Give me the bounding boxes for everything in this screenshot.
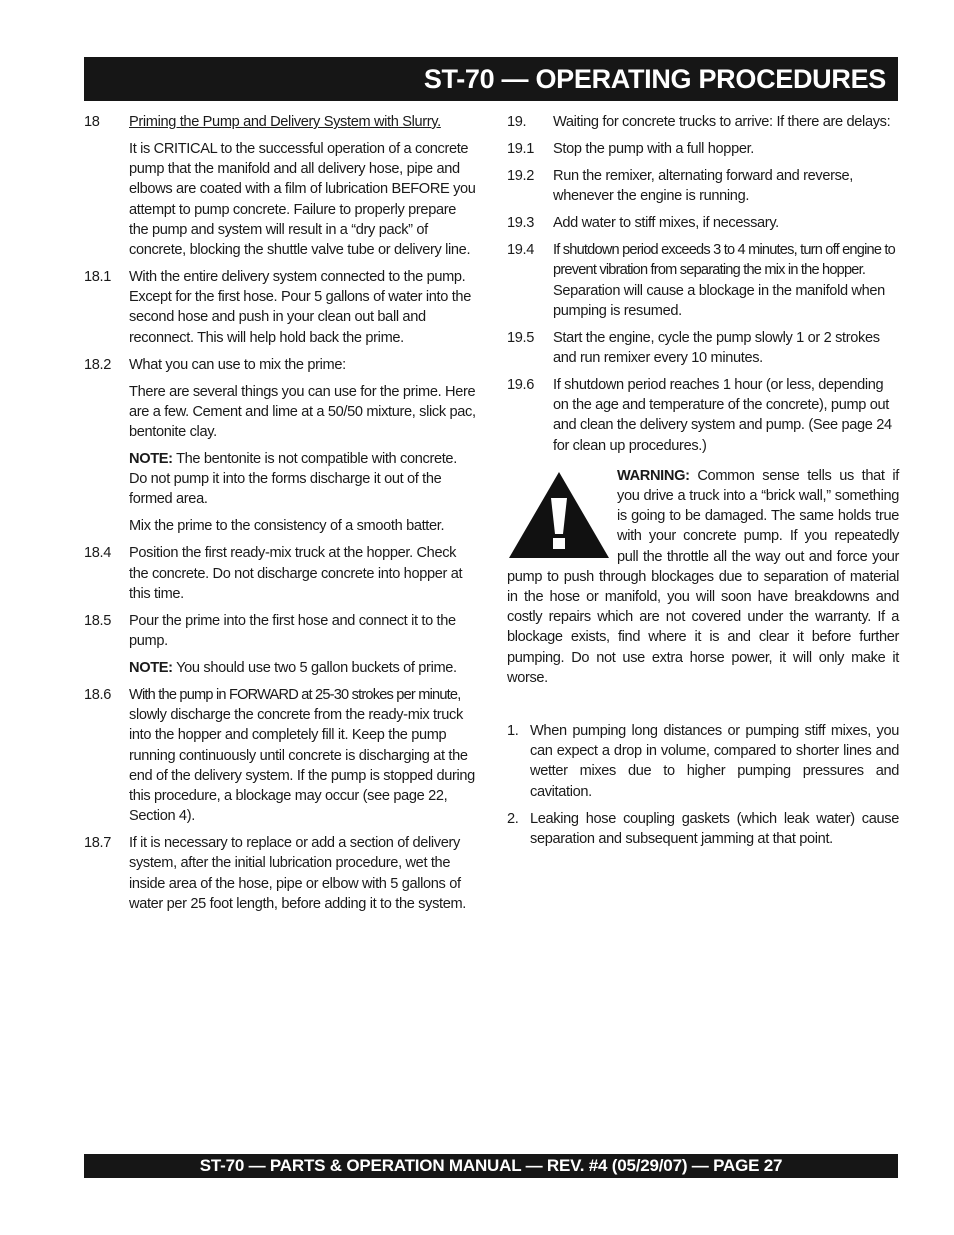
page-title: ST-70 — OPERATING PROCEDURES (84, 57, 898, 101)
step-text-rest: slowly discharge the concrete from the ready-mix truck into the hopper and completely fill it. Keep the pump running continuously until concrete is discharging at the end of the delivery system. If the pump is stopped during this procedure, a blockage may occur (see page 22, Section 4). (129, 707, 475, 825)
step-18-5 (84, 611, 476, 651)
step-number: 18.5 (84, 612, 112, 629)
step-text-condensed: If shutdown period exceeds 3 to 4 minutes, turn off engine to prevent vibration from separating the mix in the hopper. (553, 242, 895, 279)
step-text: If it is necessary to replace or add a section of delivery system, after the initial lubrication procedure, wet the inside area of the hose, pipe or elbow with 5 gallons of water per 25 foot length, before adding it to the system. (129, 835, 466, 912)
step-number: 19.2 (507, 168, 535, 184)
step-18-2 (84, 355, 476, 375)
step-number: 18.7 (84, 835, 112, 852)
step-number: 18.1 (84, 269, 112, 286)
warning-text: Common sense tells us that if you drive a truck into a “brick wall,” something is going to be damaged. The same holds true with your concrete pump. If you repeatedly pull the throttle all the way out and force your pump to push through blockages due to separation of material in the hose or manifold, you will soon have breakdowns and costly repairs which are not covered under the warranty. If a blockage exists, find where it is and clear it before further pumping. Do not use extra horse power, it will only make it worse. (507, 467, 899, 686)
section-18-heading (84, 112, 476, 132)
step-text: Pour the prime into the first hose and connect it to the pump. (129, 612, 456, 650)
step-number: 18.2 (84, 356, 112, 373)
list-number: 2. (507, 810, 519, 827)
step-18-4 (84, 543, 476, 604)
step-number: 19.1 (507, 141, 535, 157)
step-number: 19.3 (507, 215, 535, 232)
note-label: NOTE: (129, 451, 173, 468)
section-title: Waiting for concrete trucks to arrive: If there are delays: (553, 114, 891, 130)
step-text (129, 685, 476, 826)
section-18-body: It is CRITICAL to the successful operation of a concrete pump that the manifold and all delivery hose, pipe and elbows are coated with a film of lubrication BEFORE you attempt to pump concrete. Failure to properly prepare the pump and system will result in a “dry pack” of concrete, blocking the shuttle valve tube or delivery line. (129, 141, 476, 259)
step-text: Position the first ready-mix truck at the hopper. Check the concrete. Do not discharge concrete into hopper at this time. (129, 545, 463, 602)
step-text: Run the remixer, alternating forward and reverse, whenever the engine is running. (553, 168, 854, 205)
section-number: 19. (507, 114, 527, 130)
list-text: When pumping long distances or pumping stiff mixes, you can expect a drop in volume, compared to shorter lines and wetter mixes due to higher pumping pressures and cavitation. (530, 723, 899, 800)
list-text: Leaking hose coupling gaskets (which leak water) cause separation and subsequent jamming at that point. (530, 810, 899, 847)
note-buckets (129, 658, 476, 678)
step-text: Stop the pump with a full hopper. (553, 141, 755, 157)
step-text-condensed: With the pump in FORWARD at 25-30 strokes per minute, (129, 687, 461, 704)
step-number: 19.6 (507, 377, 535, 394)
warning-triangle-icon (507, 470, 611, 562)
step-19-1 (507, 139, 899, 159)
step-text (553, 240, 899, 321)
step-number: 19.5 (507, 329, 535, 346)
step-19-6 (507, 375, 899, 456)
section-19-heading (507, 112, 899, 132)
step-number: 18.4 (84, 545, 112, 562)
step-text: Start the engine, cycle the pump slowly 1 or 2 strokes and run remixer every 10 minutes. (553, 329, 880, 367)
step-text-rest: Separation will cause a blockage in the manifold when pumping is resumed. (553, 282, 885, 319)
left-column (84, 112, 476, 921)
step-text: What you can use to mix the prime: (129, 356, 346, 373)
list-item (507, 721, 899, 802)
step-text: With the entire delivery system connected to the pump. Except for the first hose. Pour 5 gallons of water into the second hose and push in your clean out ball and reconnect. This will help hold back the prime. (129, 269, 471, 346)
step-text: Add water to stiff mixes, if necessary. (553, 215, 779, 232)
step-19-3 (507, 213, 899, 233)
list-item (507, 809, 899, 849)
list-number: 1. (507, 723, 519, 740)
section-title: Priming the Pump and Delivery System with Slurry. (129, 114, 441, 130)
note-label: NOTE: (129, 660, 173, 677)
step-19-4 (507, 240, 899, 321)
step-18-2-body: There are several things you can use for the prime. Here are a few. Cement and lime at a 50/50 mixture, slick pac, bentonite clay. (129, 383, 476, 441)
warning-block (507, 466, 899, 688)
step-18-7 (84, 833, 476, 914)
notes-list (507, 721, 899, 849)
step-number: 19.4 (507, 242, 535, 259)
note-text: You should use two 5 gallon buckets of prime. (172, 660, 457, 677)
note-bentonite (129, 449, 476, 510)
step-18-6 (84, 685, 476, 826)
step-18-1 (84, 267, 476, 348)
warning-label: WARNING: (617, 467, 690, 484)
section-number: 18 (84, 114, 100, 130)
step-number: 18.6 (84, 687, 112, 704)
step-19-2 (507, 166, 899, 206)
right-column (507, 112, 899, 856)
page-footer: ST-70 — PARTS & OPERATION MANUAL — REV. #4 (05/29/07) — PAGE 27 (84, 1154, 898, 1178)
note-text: The bentonite is not compatible with concrete. Do not pump it into the forms discharge it out of the formed area. (129, 451, 457, 508)
step-text: If shutdown period reaches 1 hour (or less, depending on the age and temperature of the concrete), pump out and clean the delivery system and pump. (See page 24 for clean up procedures.) (553, 377, 892, 454)
step-18-2-mix: Mix the prime to the consistency of a smooth batter. (129, 518, 445, 535)
step-19-5 (507, 328, 899, 368)
